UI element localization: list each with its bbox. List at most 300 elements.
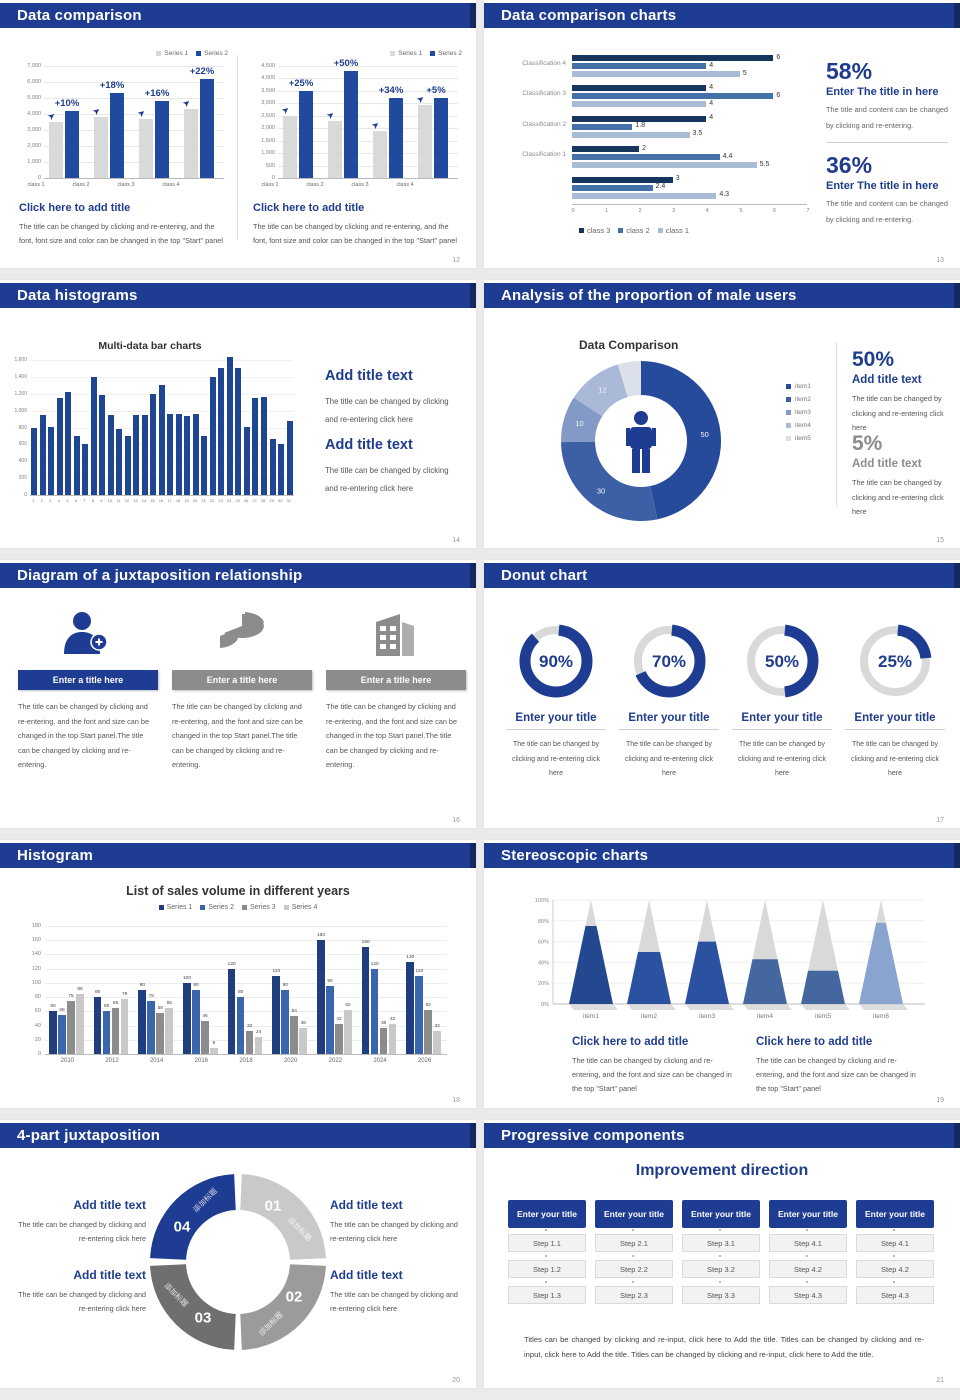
gridline	[44, 82, 224, 83]
bar-value-label: 60	[50, 1004, 56, 1010]
y-tick-label: 3,000	[27, 127, 41, 133]
x-tick-label: 22	[209, 498, 215, 503]
slide-title-bar	[484, 843, 960, 868]
svg-text:添加标题: 添加标题	[191, 1186, 219, 1214]
percent-value: 50%	[764, 652, 800, 671]
slide-title: Diagram of a juxtaposition relationship	[17, 567, 303, 584]
block-title: Click here to add title	[19, 202, 131, 214]
gridline	[45, 983, 447, 984]
legend-label: class 1	[665, 226, 690, 235]
y-tick-label: 100	[31, 979, 41, 986]
divider	[836, 342, 837, 507]
slide-data-comparison[interactable]	[0, 0, 476, 268]
slide-4part-juxtaposition[interactable]	[0, 1120, 476, 1388]
bar-value-label: 110	[415, 968, 424, 974]
block-title: Enter your title	[506, 712, 606, 730]
legend-swatch	[658, 228, 663, 233]
legend-item	[390, 50, 422, 57]
slide-data-histograms[interactable]	[0, 280, 476, 548]
step-box: Step 4.3	[769, 1286, 847, 1304]
percent-value: 70%	[651, 652, 687, 671]
y-tick-label: 4,500	[261, 63, 275, 69]
block-title: Add title text	[330, 1198, 403, 1212]
legend-label: Series 3	[250, 904, 276, 911]
growth-arrow-icon: ➤	[324, 108, 337, 122]
x-tick-label: 15	[150, 498, 155, 503]
category-label: Classification 1	[522, 151, 566, 159]
gridline	[278, 66, 458, 67]
step-box: Step 2.3	[595, 1286, 673, 1304]
y-tick-label: 2,000	[261, 125, 275, 132]
x-tick-label: 2	[638, 208, 642, 214]
bar	[183, 983, 191, 1054]
bar-value-label: 80	[238, 990, 244, 996]
x-tick-label: 2	[40, 498, 43, 503]
bar	[210, 377, 216, 495]
legend-label: item1	[795, 383, 811, 390]
bar	[210, 1048, 218, 1054]
page-number: 18	[452, 1097, 460, 1104]
column-header: Enter your title	[856, 1200, 934, 1228]
x-tick-label: 2010	[60, 1058, 75, 1064]
plot-area	[571, 52, 810, 214]
legend-swatch	[618, 228, 623, 233]
legend-item	[284, 904, 318, 911]
x-tick-label: 19	[184, 498, 189, 503]
block-title: Add title text	[852, 458, 922, 470]
y-tick-label: 5,000	[27, 95, 41, 101]
h-bar	[572, 85, 706, 91]
block-paragraph: The title can be changed by clicking and re-entering click here	[851, 741, 939, 778]
bar-series2	[200, 79, 214, 178]
legend-item	[786, 409, 811, 416]
chart-legend	[0, 904, 476, 911]
category-label: Classification 3	[522, 90, 566, 98]
x-tick-label: 2020	[283, 1058, 298, 1064]
bar-value-label: 4	[709, 83, 714, 91]
chart-title: Multi-data bar charts	[98, 340, 202, 352]
y-tick-label: 0	[37, 1051, 41, 1057]
bar	[278, 444, 284, 495]
x-tick-label: 29	[269, 498, 274, 503]
percent-value: 90%	[538, 652, 574, 671]
x-tick-label: 1	[32, 498, 35, 503]
block-title: Enter The title in here	[826, 86, 939, 98]
bar-value-label: 3	[675, 175, 680, 183]
column-header: Enter your title	[508, 1200, 586, 1228]
block-paragraph: The title can be changed by clicking and re-entering click here	[18, 1290, 146, 1314]
block-title: Add title text	[330, 1268, 403, 1282]
legend-label: Series 1	[166, 904, 193, 911]
bar	[192, 990, 200, 1054]
bar	[228, 969, 236, 1054]
bar-value-label: 100	[182, 975, 191, 981]
x-tick-label: 13	[133, 498, 138, 503]
chart-title: List of sales volume in different years	[126, 884, 350, 898]
slide-title: Stereoscopic charts	[501, 847, 649, 864]
bar	[150, 394, 156, 495]
gridline	[45, 940, 447, 941]
bar	[433, 1031, 441, 1054]
bar-value-label: 75	[148, 993, 154, 999]
x-tick-label: 28	[260, 498, 266, 503]
svg-text:item3: item3	[699, 1013, 715, 1020]
legend-item	[430, 50, 462, 57]
block-title: Enter your title	[619, 712, 719, 730]
step-box: Step 4.1	[769, 1234, 847, 1252]
slide-male-users-proportion[interactable]	[484, 280, 960, 548]
gridline	[45, 1054, 447, 1055]
bar-value-label: 36	[300, 1021, 306, 1027]
y-tick-label: 160	[31, 937, 41, 944]
page-number: 12	[452, 257, 460, 264]
svg-text:40%: 40%	[537, 960, 549, 967]
h-bar	[572, 63, 706, 69]
person-add-icon	[58, 608, 118, 662]
x-tick-label: 3	[49, 498, 52, 503]
legend-swatch	[786, 384, 791, 389]
bar-series1	[94, 117, 108, 178]
x-tick-label: 6	[772, 208, 776, 214]
y-tick-label: 6,000	[27, 79, 41, 85]
growth-arrow-icon: ➤	[414, 92, 427, 105]
plot-area	[45, 926, 447, 1064]
bar-value-label: 4	[709, 99, 714, 107]
x-tick-label: 7	[83, 498, 86, 503]
bar-value-label: 65	[166, 1000, 172, 1006]
step-box: Step 3.2	[682, 1260, 760, 1278]
bar	[76, 994, 84, 1054]
y-tick-label: 0	[271, 175, 275, 181]
x-tick-label: 2018	[239, 1058, 253, 1064]
bar	[371, 969, 379, 1054]
slide-title-bar	[484, 3, 960, 28]
page-number: 17	[936, 817, 944, 824]
bar-value-label: 42	[390, 1017, 396, 1023]
block-paragraph: The title can be changed by clicking and re-entering, and the font, font size and color can be changed in the top "Start" panel	[19, 222, 223, 246]
page-number: 19	[936, 1097, 944, 1104]
h-bar	[572, 124, 632, 130]
step-box: Step 2.2	[595, 1260, 673, 1278]
y-tick-label: 7,000	[27, 63, 41, 69]
slide-title-bar	[0, 1123, 476, 1148]
category-label: Classification 2	[522, 120, 566, 128]
block-title: Add title text	[325, 368, 413, 384]
y-tick-label: 120	[31, 965, 41, 972]
bar	[287, 421, 293, 495]
bar-value-label: 90	[193, 983, 199, 988]
x-tick-label: 1	[605, 208, 609, 214]
bar-value-label: 85	[77, 986, 83, 992]
svg-text:添加标题: 添加标题	[257, 1310, 285, 1338]
bar-value-label: 54	[291, 1008, 297, 1014]
x-tick-label: 16	[158, 498, 164, 503]
growth-arrow-icon: ➤	[135, 106, 148, 120]
bar	[58, 1015, 66, 1054]
legend-swatch	[200, 905, 205, 910]
x-tick-label: 2026	[417, 1058, 432, 1064]
bar-series1	[373, 131, 387, 178]
block-paragraph: The title can be changed by clicking and re-entering, and the font and size can be changed in the top "Start" panel	[756, 1056, 916, 1094]
legend-item	[196, 50, 228, 57]
connector-dot	[545, 1281, 547, 1283]
bar	[415, 976, 423, 1054]
growth-label: +10%	[54, 97, 80, 109]
slide-data-comparison-charts[interactable]	[484, 0, 960, 268]
connector-dot	[806, 1255, 808, 1257]
x-tick-label: 11	[116, 498, 121, 503]
svg-text:item5: item5	[815, 1013, 831, 1020]
y-tick-label: 80	[34, 994, 41, 1001]
step-box: Step 3.3	[682, 1286, 760, 1304]
y-tick-label: 4,000	[27, 111, 41, 117]
bar-value-label: 9	[212, 1040, 216, 1046]
legend-label: item5	[795, 435, 811, 442]
svg-text:0%: 0%	[541, 1002, 549, 1008]
plot-area	[30, 360, 294, 503]
connector-dot	[893, 1281, 895, 1283]
x-tick-label: 31	[286, 498, 291, 503]
y-tick-label: 140	[31, 951, 41, 958]
bar-value-label: 60	[104, 1004, 110, 1010]
gridline	[45, 954, 447, 955]
percent-value: 25%	[877, 652, 913, 671]
divider	[826, 142, 948, 143]
x-tick-label: class 4	[396, 182, 414, 188]
x-tick-label: class 1	[261, 182, 279, 188]
bar-value-label: 62	[425, 1002, 431, 1008]
y-tick-label: 180	[31, 923, 41, 929]
y-tick-label: 400	[18, 458, 27, 465]
x-tick-label: 6	[74, 498, 77, 503]
x-tick-label: 2016	[194, 1058, 209, 1064]
bar	[389, 1024, 397, 1054]
legend-label: item3	[795, 409, 811, 416]
bar-series1	[49, 122, 63, 178]
h-bar	[572, 177, 673, 183]
h-bar	[572, 71, 740, 77]
slide-title: 4-part juxtaposition	[17, 1127, 161, 1144]
panel-divider	[237, 55, 238, 240]
growth-arrow-icon: ➤	[45, 109, 58, 123]
step-box: Step 4.2	[769, 1260, 847, 1278]
y-tick-label: 200	[18, 475, 27, 482]
h-bar	[572, 55, 773, 61]
bar	[335, 1024, 343, 1054]
legend-item	[618, 226, 649, 235]
bar-value-label: 120	[227, 961, 236, 967]
page-number: 15	[936, 537, 944, 544]
slide-title-bar	[0, 283, 476, 308]
x-tick-label: 21	[201, 498, 206, 503]
block-paragraph: The title can be changed by clicking and re-entering, and the font and size can be changed in the top Start panel.The title can be changed by clicking and re-entering.	[172, 702, 304, 770]
slide-title-bar	[484, 563, 960, 588]
x-tick-label: 10	[107, 498, 113, 503]
bar	[406, 962, 414, 1054]
block-paragraph: The title and content can be changed by clicking and re-entering.	[826, 105, 948, 131]
block-paragraph: The title can be changed by clicking and re-entering click here	[852, 478, 944, 517]
step-box: Step 4.1	[856, 1234, 934, 1252]
bar-value-label: 120	[370, 961, 379, 967]
connector-dot	[719, 1255, 721, 1257]
page-number: 16	[452, 817, 460, 824]
bar-value-label: 58	[157, 1005, 163, 1011]
legend-swatch	[156, 51, 161, 56]
quadrant-ring-diagram	[146, 1170, 330, 1354]
slide-juxtaposition-diagram[interactable]	[0, 560, 476, 828]
bar	[299, 1028, 307, 1054]
x-tick-label: 12	[124, 498, 130, 503]
x-tick-label: 8	[91, 498, 94, 503]
block-paragraph: The title can be changed by clicking and re-entering click here	[738, 741, 826, 778]
bar	[227, 357, 233, 495]
y-tick-label: 4,000	[261, 75, 275, 82]
block-title: Click here to add title	[756, 1036, 873, 1048]
slide-title: Data comparison charts	[501, 7, 677, 24]
bar-value-label: 65	[113, 1000, 119, 1006]
gridline	[30, 495, 294, 496]
bar-value-label: 4	[709, 61, 714, 69]
bar	[125, 436, 131, 495]
svg-text:04: 04	[173, 1218, 191, 1236]
y-tick-label: 1,000	[27, 159, 41, 165]
x-tick-label: 30	[278, 498, 283, 503]
bar	[252, 398, 258, 495]
step-box: Step 4.3	[856, 1286, 934, 1304]
legend-swatch	[786, 397, 791, 402]
step-box: Step 4.2	[856, 1260, 934, 1278]
gridline	[45, 997, 447, 998]
bar	[103, 1011, 111, 1054]
step-box: Step 1.1	[508, 1234, 586, 1252]
connector-dot	[893, 1255, 895, 1257]
y-tick-label: 40	[34, 1022, 41, 1029]
slide-title: Histogram	[17, 847, 93, 864]
slide-title-bar	[0, 563, 476, 588]
bar-series1	[418, 105, 432, 178]
step-box: Step 1.3	[508, 1286, 586, 1304]
slide-stereoscopic-charts[interactable]	[484, 840, 960, 1108]
svg-text:30: 30	[596, 486, 606, 496]
legend-label: Series 2	[208, 904, 234, 911]
svg-text:100%: 100%	[534, 898, 549, 904]
title-bar: Enter a title here	[18, 670, 158, 690]
svg-text:添加标题: 添加标题	[162, 1281, 190, 1309]
x-tick-label: class 4	[162, 182, 180, 188]
percent-value: 36%	[826, 152, 873, 178]
gridline	[45, 926, 447, 927]
svg-text:80%: 80%	[537, 918, 549, 925]
chart-panel	[248, 50, 464, 250]
bar	[165, 1008, 173, 1054]
svg-text:10: 10	[575, 418, 584, 428]
slide-title: Analysis of the proportion of male users	[501, 287, 797, 304]
block-paragraph: The title can be changed by clicking and re-entering click here	[852, 394, 944, 433]
x-tick-label: class 3	[117, 182, 135, 188]
x-tick-label: 27	[252, 498, 257, 503]
block-paragraph: The title can be changed by clicking and re-entering click here	[512, 741, 600, 778]
gridline	[45, 969, 447, 970]
block-title: Click here to add title	[253, 202, 365, 214]
bar-value-label: 110	[272, 968, 281, 974]
slide-title-bar	[0, 843, 476, 868]
slide-progressive-components[interactable]	[484, 1120, 960, 1388]
connector-dot	[806, 1229, 808, 1231]
percent-value: 50%	[852, 348, 895, 371]
svg-text:01: 01	[264, 1197, 282, 1215]
connector-dot	[719, 1229, 721, 1231]
bar	[112, 1008, 120, 1054]
percent-value: 58%	[826, 58, 873, 84]
male-icon	[626, 411, 656, 473]
bar	[193, 414, 199, 495]
legend-swatch	[786, 423, 791, 428]
category-label: Classification 4	[522, 60, 566, 67]
bar	[121, 999, 129, 1055]
slide-histogram[interactable]	[0, 840, 476, 1108]
bar	[261, 397, 267, 495]
y-tick-label: 600	[18, 441, 27, 448]
y-tick-label: 60	[34, 1008, 41, 1015]
block-paragraph: The title can be changed by clicking and re-entering click here	[325, 466, 449, 493]
bar	[281, 990, 289, 1054]
bar	[138, 990, 146, 1054]
x-tick-label: 7	[806, 208, 810, 214]
svg-text:03: 03	[194, 1309, 212, 1327]
bar-value-label: 24	[256, 1029, 262, 1035]
bar	[67, 1001, 75, 1054]
legend-label: Series 1	[398, 50, 423, 57]
slide-donut-chart[interactable]	[484, 560, 960, 828]
block-title: Click here to add title	[572, 1036, 689, 1048]
growth-label: +34%	[378, 85, 404, 97]
pyramid-chart	[529, 888, 929, 1028]
gridline	[30, 377, 294, 378]
svg-text:60%: 60%	[537, 939, 549, 946]
x-tick-label: class 2	[306, 182, 324, 188]
legend-item	[786, 396, 811, 403]
svg-text:添加标题: 添加标题	[286, 1215, 314, 1243]
growth-label: +25%	[288, 77, 314, 89]
block-title: Enter your title	[845, 712, 945, 730]
block-paragraph: The title can be changed by clicking and re-entering click here	[330, 1290, 458, 1314]
slide-title-bar	[484, 283, 960, 308]
column-header: Enter your title	[682, 1200, 760, 1228]
bar	[344, 1010, 352, 1054]
legend-label: class 2	[626, 226, 650, 235]
x-tick-label: 26	[243, 498, 249, 503]
block-paragraph: The title can be changed by clicking and re-entering click here	[330, 1220, 458, 1244]
svg-text:12: 12	[598, 385, 607, 395]
percent-value: 5%	[852, 432, 883, 455]
growth-arrow-icon: ➤	[90, 105, 103, 118]
bar	[270, 439, 276, 495]
legend-item	[579, 226, 610, 235]
bar	[184, 416, 190, 495]
x-tick-label: 25	[235, 498, 240, 503]
legend-swatch	[159, 905, 164, 910]
growth-arrow-icon: ➤	[369, 118, 382, 132]
bar	[31, 428, 37, 496]
legend-item	[786, 435, 811, 442]
bar-series2	[155, 101, 169, 178]
legend-item	[159, 904, 193, 911]
bar-series1	[328, 121, 342, 178]
page-number: 13	[936, 257, 944, 264]
legend-label: Series 2	[204, 50, 228, 57]
block-paragraph: The title and content can be changed by clicking and re-entering.	[826, 199, 948, 225]
svg-text:item2: item2	[641, 1013, 657, 1020]
